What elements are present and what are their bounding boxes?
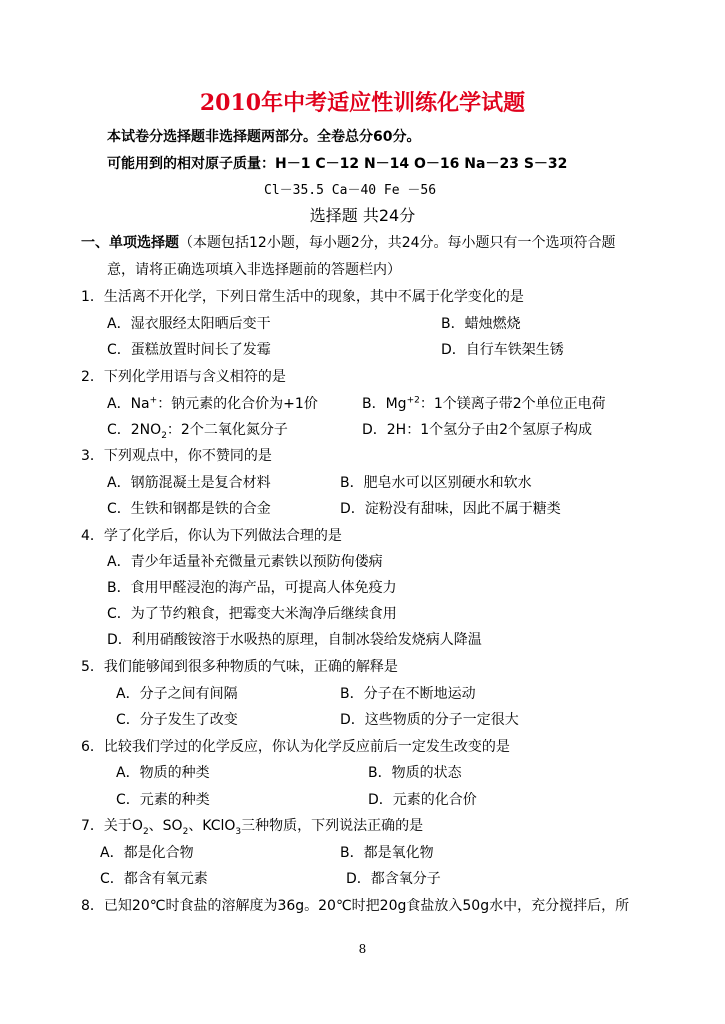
q6-option-d: D．元素的化合价 — [368, 792, 477, 808]
q4-option-c: C．为了节约粮食，把霉变大米淘净后继续食用 — [107, 606, 397, 622]
q2-stem: 2．下列化学用语与含义相符的是 — [81, 369, 286, 385]
q4-stem: 4．学了化学后，你认为下列做法合理的是 — [81, 528, 342, 544]
q2-option-c: C．$2NO_2$：2个二氧化氮分子 — [107, 422, 288, 441]
q7-option-b: B．都是氧化物 — [340, 845, 434, 861]
q7-option-c: C．都含有氧元素 — [100, 871, 208, 887]
q2-option-d: D．2H：1个氢分子由2个氢原子构成 — [362, 422, 593, 438]
q1-option-d: D．自行车铁架生锈 — [441, 342, 564, 358]
q3-option-a: A．钢筋混凝土是复合材料 — [107, 475, 271, 491]
intro-total-score: 本试卷分选择题非选择题两部分。全卷总分60分。 — [107, 129, 421, 145]
atomic-mass-line-2: Cl－35.5 Ca－40 Fe －56 — [264, 183, 437, 198]
q4-option-d: D．利用硝酸铵溶于水吸热的原理，自制冰袋给发烧病人降温 — [107, 632, 482, 648]
q5-option-d: D．这些物质的分子一定很大 — [340, 712, 519, 728]
q3-option-b: B．肥皂水可以区别硬水和软水 — [340, 475, 532, 491]
q3-option-c: C．生铁和钢都是铁的合金 — [107, 501, 271, 517]
atomic-mass-line-1: 可能用到的相对原子质量：H－1 C－12 N－14 O－16 Na－23 S－32 — [107, 156, 568, 172]
q6-option-b: B．物质的状态 — [368, 765, 462, 781]
q1-stem: 1．生活离不开化学，下列日常生活中的现象，其中不属于化学变化的是 — [81, 289, 524, 305]
q6-stem: 6．比较我们学过的化学反应，你认为化学反应前后一定发生改变的是 — [81, 739, 510, 755]
q7-option-a: A．都是化合物 — [100, 845, 194, 861]
q5-option-c: C．分子发生了改变 — [116, 712, 238, 728]
q5-stem: 5．我们能够闻到很多种物质的气味，正确的解释是 — [81, 659, 398, 675]
q5-option-a: A．分子之间有间隔 — [116, 686, 238, 702]
page-number: 8 — [358, 942, 367, 956]
q6-option-c: C．元素的种类 — [116, 792, 210, 808]
exam-title: 2010年中考适应性训练化学试题 — [199, 90, 526, 116]
q4-option-b: B．食用甲醛浸泡的海产品，可提高人体免疫力 — [107, 580, 397, 596]
q8-stem: 8．已知20℃时食盐的溶解度为36g。20℃时把20g食盐放入50g水中，充分搅拌后，所 — [81, 898, 630, 914]
part-description-cont: 意，请将正确选项填入非选择题前的答题栏内） — [107, 262, 401, 278]
q7-stem: 7．关于$O_2$、$SO_2$、KClO$_3$三种物质，下列说法正确的是 — [81, 818, 424, 837]
q5-option-b: B．分子在不断地运动 — [340, 686, 476, 702]
part-instructions — [81, 234, 616, 252]
q3-stem: 3．下列观点中，你不赞同的是 — [81, 448, 272, 464]
q1-option-c: C．蛋糕放置时间长了发霉 — [107, 342, 271, 358]
q7-option-d: D．都含氧分子 — [346, 871, 441, 887]
q2-option-b: B．$Mg^{+2}$：1个镁离子带2个单位正电荷 — [362, 395, 606, 412]
q1-option-a: A．湿衣服经太阳晒后变干 — [107, 316, 271, 332]
q3-option-d: D．淀粉没有甜味，因此不属于糖类 — [340, 501, 561, 517]
part-description: （本题包括12小题，每小题2分，共24分。每小题只有一个选项符合题 — [179, 235, 616, 251]
q2-option-a: A．Na+：钠元素的化合价为+1价 — [107, 395, 318, 412]
q6-option-a: A．物质的种类 — [116, 765, 210, 781]
section-heading: 选择题 共24分 — [309, 206, 416, 225]
part-label: 一、单项选择题 — [81, 235, 179, 251]
q1-option-b: B．蜡烛燃烧 — [441, 316, 521, 332]
q4-option-a: A．青少年适量补充微量元素铁以预防佝偻病 — [107, 554, 383, 570]
